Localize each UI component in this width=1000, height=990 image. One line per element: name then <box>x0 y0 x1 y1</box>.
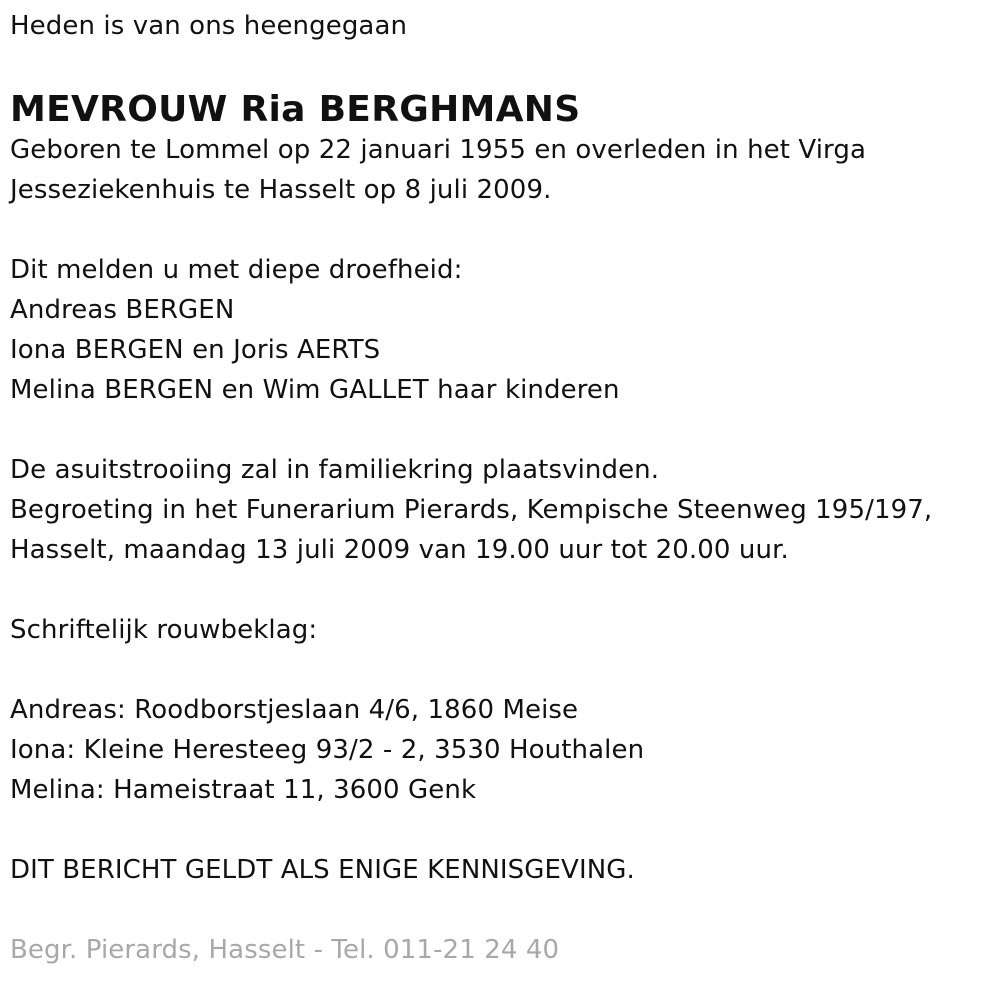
spacer <box>10 890 990 930</box>
address-item: Andreas: Roodborstjeslaan 4/6, 1860 Meise <box>10 695 579 725</box>
deceased-name: MEVROUW Ria BERGHMANS <box>10 89 581 130</box>
ceremony-line-2: Begroeting in het Funerarium Pierards, Kempische Steenweg 195/197, <box>10 495 933 525</box>
spacer <box>10 570 990 610</box>
condolence-heading: Schriftelijk rouwbeklag: <box>10 615 318 645</box>
mourner-item: Andreas BERGEN <box>10 295 235 325</box>
birth-death-line-1: Geboren te Lommel op 22 januari 1955 en overleden in het Virga <box>10 135 867 165</box>
mourner-item: Melina BERGEN en Wim GALLET haar kinderen <box>10 375 620 405</box>
ceremony-line-1: De asuitstrooiing zal in familiekring plaatsvinden. <box>10 455 660 485</box>
spacer <box>10 810 990 850</box>
obituary-notice <box>10 0 990 970</box>
mourner-item: Iona BERGEN en Joris AERTS <box>10 335 381 365</box>
funeral-home-footer: Begr. Pierards, Hasselt - Tel. 011-21 24 40 <box>10 935 560 965</box>
spacer <box>10 410 990 450</box>
closing-statement: DIT BERICHT GELDT ALS ENIGE KENNISGEVING. <box>10 855 635 885</box>
spacer <box>10 210 990 250</box>
intro-line: Heden is van ons heengegaan <box>10 11 408 41</box>
spacer <box>10 650 990 690</box>
ceremony-line-3: Hasselt, maandag 13 juli 2009 van 19.00 uur tot 20.00 uur. <box>10 535 789 565</box>
address-item: Melina: Hameistraat 11, 3600 Genk <box>10 775 477 805</box>
address-item: Iona: Kleine Heresteeg 93/2 - 2, 3530 Houthalen <box>10 735 645 765</box>
birth-death-line-2: Jesseziekenhuis te Hasselt op 8 juli 2009. <box>10 175 552 205</box>
mourners-heading: Dit melden u met diepe droefheid: <box>10 255 463 285</box>
